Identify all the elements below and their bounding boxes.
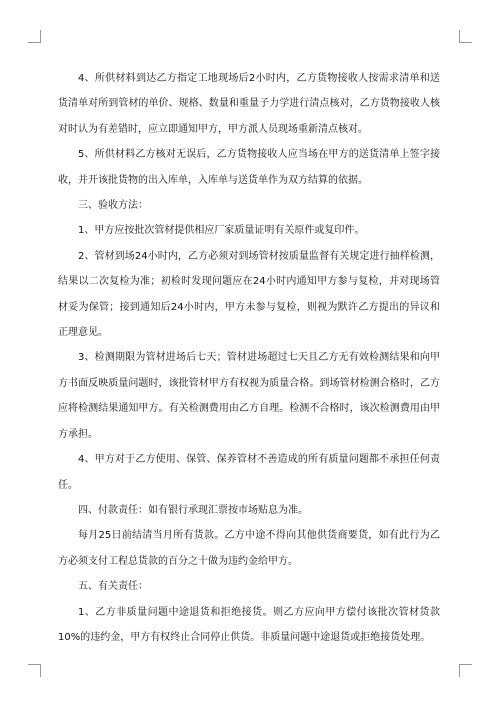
paragraph-item4-clause: 4、所供材料到达乙方指定工地现场后2小时内，乙方货物接收人按需求清单和送货清单对所到管材的单价、规格、数量和重量子力学进行清点核对，乙方货物接收人核对时认为有差错时，应立即通知甲方，甲方派人员现场重新清点核对。	[58, 73, 440, 135]
paragraph-acceptance-2: 2、管材到场24小时内，乙方必须对到场管材按质量监督有关规定进行抽样检测，结果以二次复检为准；初检时发现问题应在24小时内通知甲方参与复检，并对现场管材妥为保管；接到通知后24小时内，甲方未参与复检，则视为默许乙方提出的异议和正理意见。	[58, 250, 440, 339]
document-body	[58, 66, 440, 650]
section-heading-responsibility: 五、有关责任：	[78, 581, 148, 593]
crop-mark-bottom-left	[28, 664, 41, 677]
paragraph-acceptance-4: 4、甲方对于乙方使用、保管、保养管材不善造成的所有质量问题都不承担任何责任。	[58, 454, 440, 491]
section-heading-payment: 四、付款责任：如有银行承现汇票按市场贴息为准。	[78, 504, 308, 516]
paragraph-acceptance-3: 3、检测期限为管材进场后七天；管材进场超过七天且乙方无有效检测结果和向甲方书面反映质量问题时，该批管材甲方有权视为质量合格。到场管材检测合格时，乙方应将检测结果通知甲方。有关检测费用由乙方自理。检测不合格时，该次检测费用由甲方承担。	[58, 352, 440, 440]
crop-mark-top-left	[28, 30, 41, 43]
paragraph-responsibility-1: 1、乙方非质量问题中途退货和拒绝接货。则乙方应向甲方偿付该批次管材货款10%的违约金，甲方有权终止合同停止供货。非质量问题中途退货或拒绝接货处理。	[58, 606, 440, 643]
section-heading-acceptance: 三、验收方法：	[78, 200, 148, 212]
paragraph-acceptance-1: 1、甲方应按批次管材提供相应厂家质量证明有关原件或复印件。	[78, 225, 365, 237]
crop-mark-top-right	[459, 30, 472, 43]
crop-mark-bottom-right	[459, 664, 472, 677]
paragraph-payment-monthly: 每月25日前结清当月所有货款。乙方中途不得向其他供货商要货，如有此行为乙方必须支付工程总货款的百分之十做为违约金给甲方。	[58, 530, 440, 567]
paragraph-item5-clause: 5、所供材料乙方核对无误后，乙方货物接收人应当场在甲方的送货清单上签字接收，并开该批货物的出入库单，入库单与送货单作为双方结算的依据。	[58, 149, 440, 186]
